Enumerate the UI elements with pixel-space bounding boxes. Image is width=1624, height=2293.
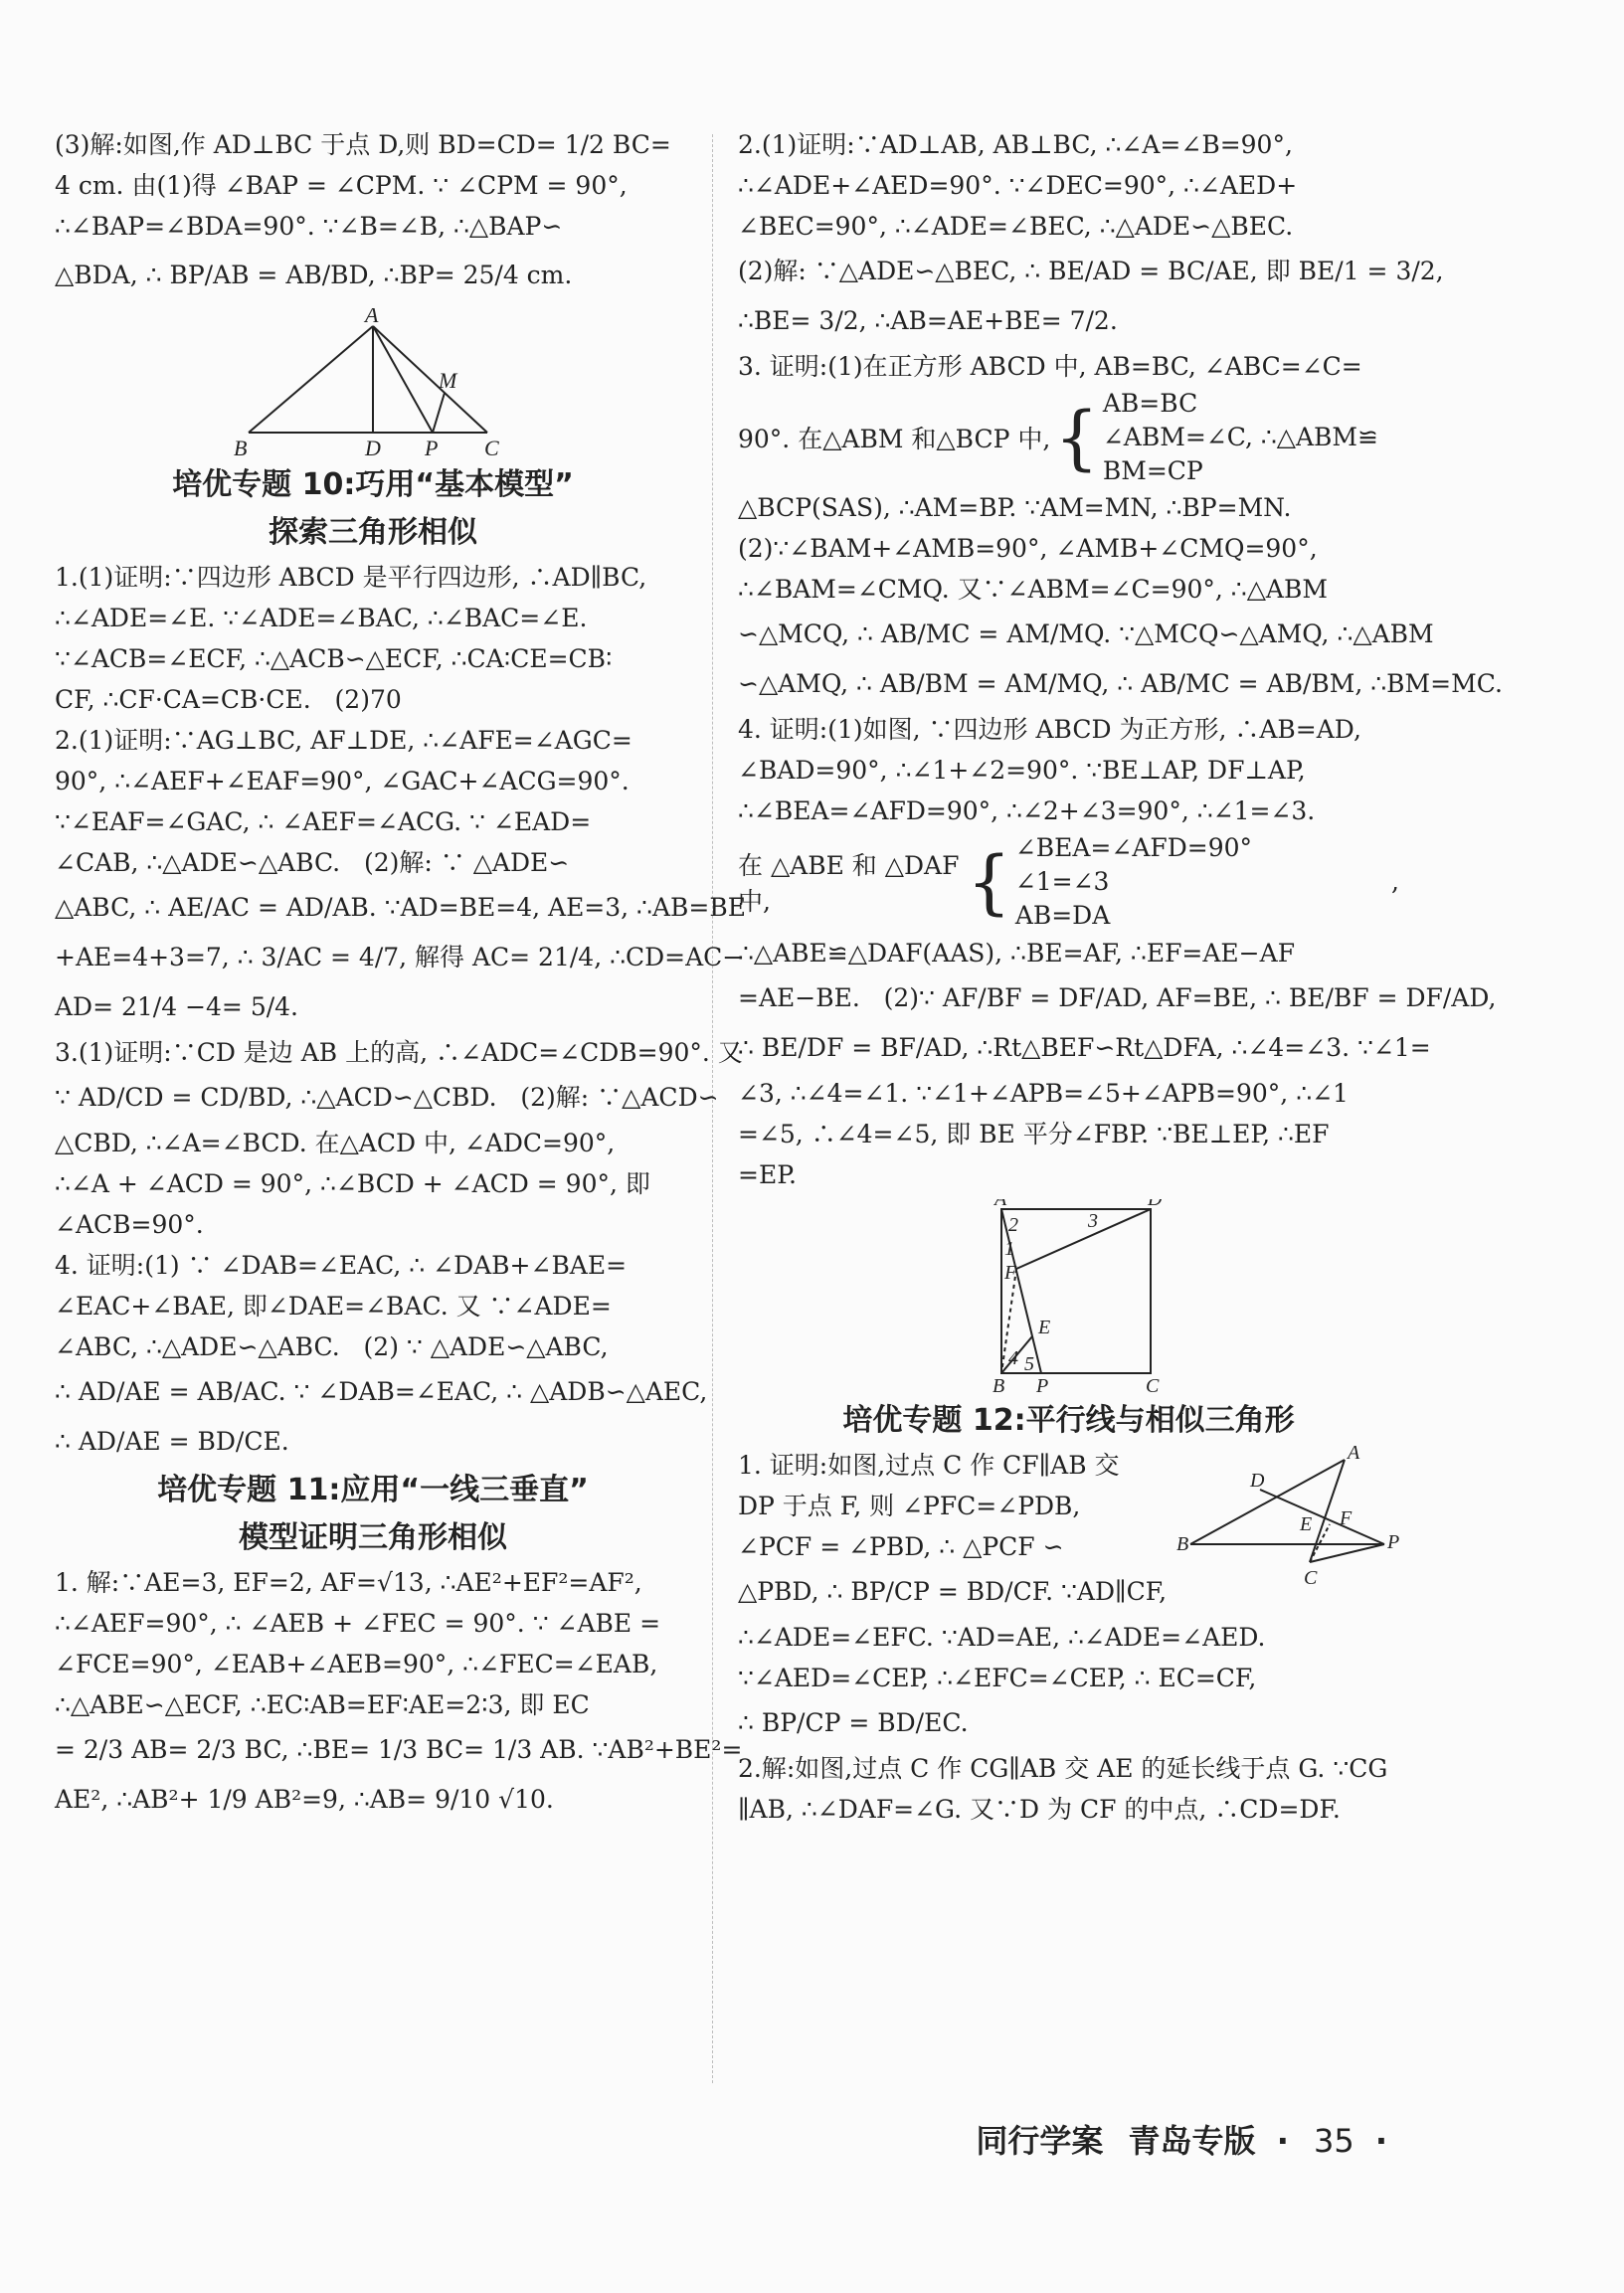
text-line: = 2/3 AB= 2/3 BC, ∴BE= 1/3 BC= 1/3 AB. ∵AB²+BE²=	[55, 1735, 743, 1764]
text-line: AD= 21/4 −4= 5/4.	[55, 992, 299, 1021]
answer-block-3	[55, 124, 691, 304]
text-line: ∵ AD/CD = CD/BD, ∴△ACD∽△CBD. (2)解: ∵△ACD∽	[55, 1083, 719, 1112]
text-line: 3.(1)证明:∵CD 是边 AB 上的高, ∴∠ADC=∠CDB=90°. 又	[55, 1038, 743, 1067]
text-line: ∽△AMQ, ∴ AB/BM = AM/MQ, ∴ AB/MC = AB/BM, ∴BM=MC.	[738, 669, 1503, 699]
text-line: 4 cm. 由(1)得 ∠BAP = ∠CPM. ∵ ∠CPM = 90°,	[55, 171, 628, 200]
text-line: CF, ∴CF·CA=CB·CE. (2)70	[55, 685, 402, 714]
separator-dot: ·	[1276, 2122, 1289, 2160]
text-line: ∴△ABE∽△ECF, ∴EC∶AB=EF∶AE=2∶3, 即 EC	[55, 1690, 590, 1719]
figure-label: D	[365, 436, 381, 457]
page-number: 35	[1313, 2122, 1354, 2160]
text-line: ∽△MCQ, ∴ AB/MC = AM/MQ. ∵△MCQ∽△AMQ, ∴△ABM	[738, 619, 1434, 649]
text-line: ∠CAB, ∴△ADE∽△ABC. (2)解: ∵ △ADE∽	[55, 848, 570, 877]
text-line: DP 于点 F, 则 ∠PFC=∠PDB,	[738, 1491, 1081, 1520]
text-line: 3. 证明:(1)在正方形 ABCD 中, AB=BC, ∠ABC=∠C=	[738, 352, 1362, 381]
figure-label: P	[425, 436, 439, 457]
left-column	[55, 124, 746, 1825]
brace-system	[738, 831, 1399, 932]
figure-label: 3	[1088, 1209, 1098, 1232]
triangle-diagram	[55, 308, 691, 457]
text-line: 4. 证明:(1)如图, ∵四边形 ABCD 为正方形, ∴AB=AD,	[738, 715, 1361, 745]
text-line: ∴BE= 3/2, ∴AB=AE+BE= 7/2.	[738, 306, 1118, 335]
brace-lines	[1015, 831, 1252, 932]
text-line: ∴ BE/DF = BF/AD, ∴Rt△BEF∽Rt△DFA, ∴∠4=∠3. ∵∠1=	[738, 1032, 1431, 1062]
text-line: ∴∠BEA=∠AFD=90°, ∴∠2+∠3=90°, ∴∠1=∠3.	[738, 796, 1316, 826]
answer-block-4	[738, 709, 1497, 1194]
text-line: ∴ AD/AE = AB/AC. ∵ ∠DAB=∠EAC, ∴ △ADB∽△AEC,	[55, 1377, 708, 1406]
page-footer	[962, 2116, 1387, 2162]
parallel-diagram	[1171, 1445, 1399, 1594]
text-line: ∴∠ADE+∠AED=90°. ∵∠DEC=90°, ∴∠AED+	[738, 171, 1298, 200]
text-line: ∵∠EAF=∠GAC, ∴ ∠AEF=∠ACG. ∵ ∠EAD=	[55, 807, 592, 836]
text-line: 2.解:如图,过点 C 作 CG∥AB 交 AE 的延长线于点 G. ∵CG	[738, 1753, 1388, 1783]
text-line: ∵∠ACB=∠ECF, ∴△ACB∽△ECF, ∴CA∶CE=CB∶	[55, 644, 613, 673]
text-line: (2)解: ∵△ADE∽△BEC, ∴ BE/AD = BC/AE, 即 BE/1 = 3/2,	[738, 257, 1444, 285]
brace-line: AB=BC	[1102, 389, 1198, 418]
brand-name: 同行学案	[976, 2122, 1104, 2160]
text-line: ∴∠ADE=∠EFC. ∵AD=AE, ∴∠ADE=∠AED.	[738, 1622, 1266, 1652]
brace-prefix: 90°. 在△ABM 和△BCP 中,	[738, 424, 1051, 453]
figure-label: P	[1387, 1530, 1399, 1553]
text-line: (3)解:如图,作 AD⊥BC 于点 D,则 BD=CD= 1/2 BC=	[55, 130, 671, 159]
text-line: +AE=4+3=7, ∴ 3/AC = 4/7, 解得 AC= 21/4, ∴CD=AC−	[55, 943, 744, 971]
square-diagram	[738, 1199, 1399, 1393]
figure-label: B	[1176, 1532, 1189, 1555]
figure-label: B	[992, 1374, 1005, 1393]
text-line: △BCP(SAS), ∴AM=BP. ∵AM=MN, ∴BP=MN.	[738, 493, 1292, 523]
figure-label: M	[439, 368, 457, 393]
figure-label: P	[1036, 1374, 1049, 1393]
answer-block-2	[738, 124, 1444, 346]
figure-label: 2	[1008, 1213, 1018, 1236]
triangle-figure	[55, 308, 691, 457]
text-line: ∠BAD=90°, ∴∠1+∠2=90°. ∵BE⊥AP, DF⊥AP,	[738, 756, 1306, 786]
text-line: (2)∵∠BAM+∠AMB=90°, ∠AMB+∠CMQ=90°,	[738, 534, 1318, 564]
section-title: 模型证明三角形相似	[239, 1520, 507, 1555]
figure-label: F	[1004, 1261, 1017, 1284]
brace-system	[738, 387, 1399, 487]
section-title: 培优专题 11:应用“一线三垂直”	[157, 1473, 589, 1507]
text-line: ∠BEC=90°, ∴∠ADE=∠BEC, ∴△ADE∽△BEC.	[738, 212, 1294, 241]
text-line: =∠5, ∴∠4=∠5, 即 BE 平分∠FBP. ∵BE⊥EP, ∴EF	[738, 1119, 1330, 1148]
text-line: ∠PCF = ∠PBD, ∴ △PCF ∽	[738, 1531, 1064, 1561]
figure-label: C	[1304, 1566, 1318, 1589]
text-line: 1. 解:∵AE=3, EF=2, AF=√13, ∴AE²+EF²=AF²,	[55, 1568, 642, 1597]
text-line: △PBD, ∴ BP/CP = BD/CF. ∵AD∥CF,	[738, 1576, 1168, 1606]
figure-label: A	[365, 308, 379, 327]
answer-block-3	[738, 346, 1503, 709]
text-line: ∥AB, ∴∠DAF=∠G. 又∵D 为 CF 的中点, ∴CD=DF.	[738, 1794, 1341, 1824]
section-12-q1	[738, 1445, 1399, 1617]
text-line: ∴∠A + ∠ACD = 90°, ∴∠BCD + ∠ACD = 90°, 即	[55, 1169, 650, 1198]
section-11-answers	[55, 1562, 743, 1825]
text-line: ∠FCE=90°, ∠EAB+∠AEB=90°, ∴∠FEC=∠EAB,	[55, 1650, 658, 1678]
right-column	[738, 124, 1503, 1830]
text-line: ∠ABC, ∴△ADE∽△ABC. (2) ∵ △ADE∽△ABC,	[55, 1332, 609, 1361]
figure-label: E	[1038, 1316, 1051, 1338]
text-line: ∠3, ∴∠4=∠1. ∵∠1+∠APB=∠5+∠APB=90°, ∴∠1	[738, 1078, 1349, 1108]
section-title: 培优专题 10:巧用“基本模型”	[172, 467, 574, 502]
figure-label: A	[994, 1198, 1007, 1210]
figure-label: D	[1148, 1198, 1163, 1210]
text-line: △CBD, ∴∠A=∠BCD. 在△ACD 中, ∠ADC=90°,	[55, 1129, 616, 1157]
brace-lines	[1103, 387, 1378, 487]
text-line: 2.(1)证明:∵AD⊥AB, AB⊥BC, ∴∠A=∠B=90°,	[738, 130, 1293, 159]
text-line: 1.(1)证明:∵四边形 ABCD 是平行四边形, ∴AD∥BC,	[55, 563, 647, 592]
text-line: 4. 证明:(1) ∵ ∠DAB=∠EAC, ∴ ∠DAB+∠BAE=	[55, 1251, 628, 1280]
square-figure	[738, 1199, 1399, 1393]
text-line: ∴△ABE≌△DAF(AAS), ∴BE=AF, ∴EF=AE−AF	[738, 938, 1296, 968]
brace-line: ∠BEA=∠AFD=90°	[1014, 833, 1253, 863]
text-line: ∴∠AEF=90°, ∴ ∠AEB + ∠FEC = 90°. ∵ ∠ABE =	[55, 1609, 661, 1638]
text-line: ∠ACB=90°.	[55, 1210, 204, 1239]
section-10-answers	[55, 557, 746, 1467]
text-line: ∵∠AED=∠CEP, ∴∠EFC=∠CEP, ∴ EC=CF,	[738, 1663, 1257, 1692]
figure-label: C	[484, 436, 499, 457]
text-line: 90°, ∴∠AEF+∠EAF=90°, ∠GAC+∠ACG=90°.	[55, 767, 630, 795]
text-line: 1. 证明:如图,过点 C 作 CF∥AB 交	[738, 1450, 1120, 1480]
text-line: 2.(1)证明:∵AG⊥BC, AF⊥DE, ∴∠AFE=∠AGC=	[55, 726, 632, 755]
separator-dot: ·	[1374, 2122, 1387, 2160]
figure-label: 4	[1008, 1346, 1018, 1369]
text-line: ∠EAC+∠BAE, 即∠DAE=∠BAC. 又 ∵∠ADE=	[55, 1292, 612, 1321]
brace-suffix: ,	[1391, 867, 1399, 897]
brace-prefix: 在 △ABE 和 △DAF 中,	[738, 850, 960, 916]
text-line: =EP.	[738, 1159, 797, 1189]
brace-line: BM=CP	[1102, 455, 1203, 485]
figure-label: 1	[1004, 1237, 1014, 1260]
brace-line: ∠ABM=∠C, ∴△ABM≌	[1102, 422, 1378, 451]
text-line: △ABC, ∴ AE/AC = AD/AB. ∵AD=BE=4, AE=3, ∴AB=BE	[55, 893, 746, 922]
figure-label: D	[1250, 1469, 1265, 1492]
text-line: =AE−BE. (2)∵ AF/BF = DF/AD, AF=BE, ∴ BE/BF = DF/AD,	[738, 982, 1497, 1012]
section-title: 探索三角形相似	[269, 515, 477, 550]
brace-icon: {	[1054, 396, 1099, 478]
brace-line: AB=DA	[1014, 900, 1111, 930]
text-line: △BDA, ∴ BP/AB = AB/BD, ∴BP= 25/4 cm.	[55, 261, 573, 289]
figure-label: B	[234, 436, 248, 457]
section-12-answers	[738, 1617, 1399, 1830]
text-line: ∴ BP/CP = BD/EC.	[738, 1707, 969, 1737]
figure-label: F	[1340, 1506, 1353, 1529]
figure-label: A	[1348, 1444, 1360, 1464]
q1-text	[738, 1445, 1171, 1617]
text-line: ∴∠BAM=∠CMQ. 又∵∠ABM=∠C=90°, ∴△ABM	[738, 575, 1328, 605]
figure-label: 5	[1024, 1352, 1034, 1375]
text-line: AE², ∴AB²+ 1/9 AB²=9, ∴AB= 9/10 √10.	[55, 1785, 554, 1814]
section-title: 培优专题 12:平行线与相似三角形	[842, 1402, 1295, 1438]
brace-icon: {	[967, 840, 1011, 923]
text-line: ∴ AD/AE = BD/CE.	[55, 1427, 289, 1456]
brace-line: ∠1=∠3	[1014, 867, 1110, 896]
figure-label: C	[1146, 1374, 1160, 1393]
text-line: ∴∠BAP=∠BDA=90°. ∵∠B=∠B, ∴△BAP∽	[55, 212, 563, 241]
edition-label: 青岛专版	[1128, 2122, 1256, 2160]
text-line: ∴∠ADE=∠E. ∵∠ADE=∠BAC, ∴∠BAC=∠E.	[55, 604, 588, 632]
figure-label: E	[1300, 1512, 1313, 1535]
